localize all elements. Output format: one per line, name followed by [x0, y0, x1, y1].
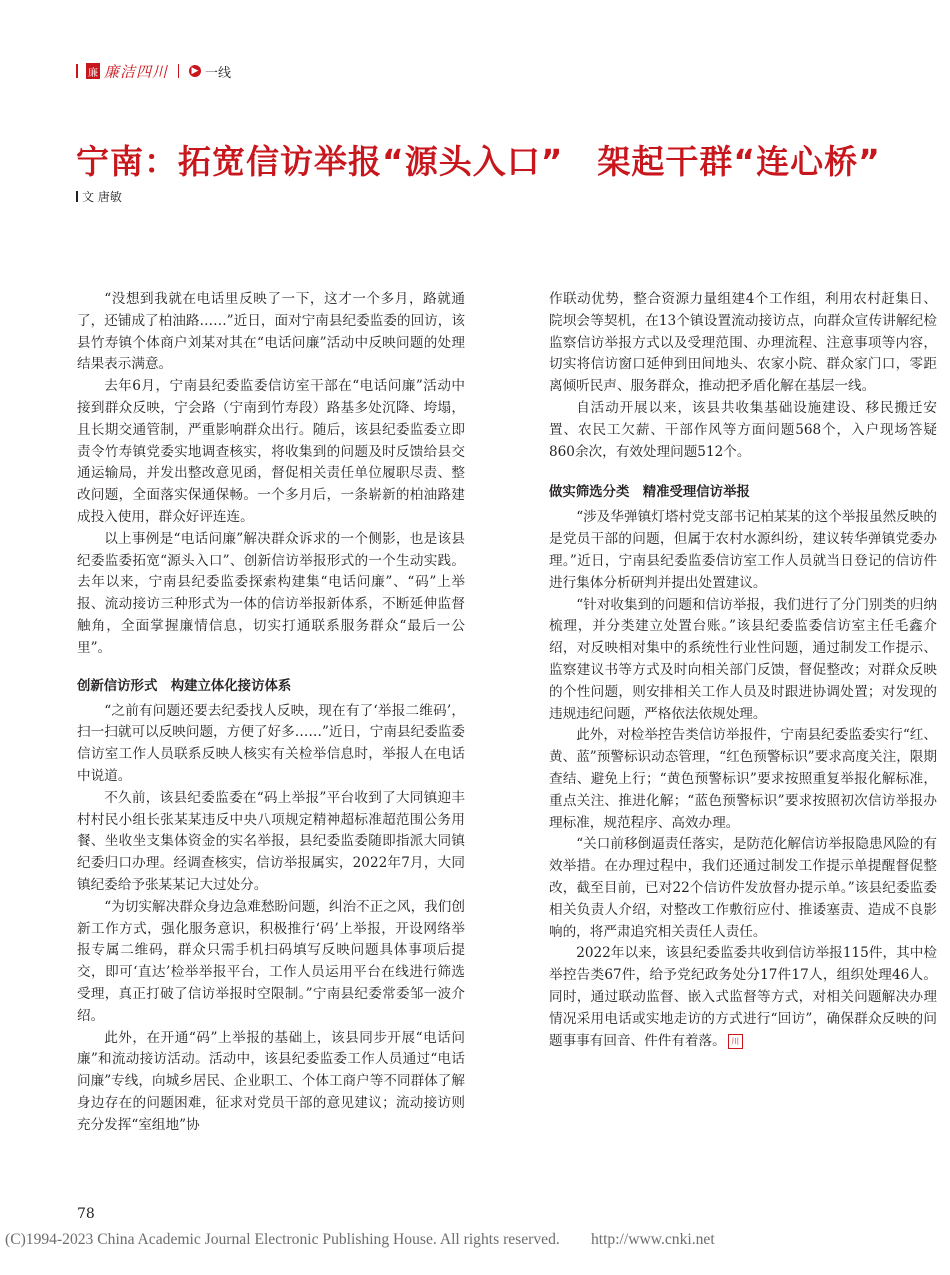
paragraph: “涉及华弹镇灯塔村党支部书记柏某某的这个举报虽然反映的是党员干部的问题，但属于农村水源纠纷，建议转华弹镇党委办理。”近日，宁南县纪委监委信访室工作人员就当日登记的信访件进行集体分析研判并提出处置建议。: [549, 509, 937, 591]
header-divider: [178, 64, 179, 78]
article-title: 宁南：拓宽信访举报“源头入口” 架起干群“连心桥”: [76, 142, 881, 181]
paragraph: “没想到我就在电话里反映了一下，这才一个多月，路就通了，还铺成了柏油路……”近日，面对宁南县纪委监委的回访，该县竹寿镇个体商户刘某对其在“电话问廉”活动中反映问题的处理结果表示满意。: [77, 291, 465, 373]
article-byline: [76, 188, 122, 205]
chevron-right-icon: ▶: [189, 65, 201, 77]
page-header: [76, 60, 231, 82]
paragraph: 以上事例是“电话问廉”解决群众诉求的一个侧影，也是该县纪委监委拓宽“源头入口”、创新信访举报形式的一个生动实践。去年以来，宁南县纪委监委探索构建集“电话问廉”、“码”上举报、流动接访三种形式为一体的信访举报新体系，不断延伸监督触角，全面掌握廉情信息，切实打通联系服务群众“最后一公里”。: [77, 530, 465, 656]
paragraph: 自活动开展以来，该县共收集基础设施建设、移民搬迁安置、农民工欠薪、干部作风等方面问题568个，入户现场答疑860余次，有效处理问题512个。: [549, 399, 937, 460]
paragraph: “为切实解决群众身边急难愁盼问题，纠治不正之风，我们创新工作方式，强化服务意识，积极推行‘码’上举报，开设网络举报专属二维码，群众只需手机扫码填写反映问题具体事项后提交，即可‘直达’检举举报平台，工作人员运用平台在线进行筛选受理，真正打破了信访举报时空限制。”宁南县纪委常委邹一波介绍。: [77, 898, 465, 1024]
paragraph: [549, 943, 937, 1052]
paragraph: 此外，在开通“码”上举报的基础上，该县同步开展“电话问廉”和流动接访活动。活动中，该县纪委监委工作人员通过“电话问廉”专线，向城乡居民、企业职工、个体工商户等不同群体了解身边存在的问题困难，征求对党员干部的意见建议；流动接访则充分发挥“室组地”协: [77, 1029, 465, 1133]
paragraph: 此外，对检举控告类信访举报件，宁南县纪委监委实行“红、黄、蓝”预警标识动态管理，“红色预警标识”要求高度关注，限期查结、避免上行；“黄色预警标识”要求按照重复举报化解标准，重点关注、推进化解；“蓝色预警标识”要求按照初次信访举报办理标准，规范程序、高效办理。: [549, 727, 937, 831]
magazine-name: 廉洁四川: [104, 62, 169, 81]
section-heading: 做实筛选分类 精准受理信访举报: [549, 485, 750, 501]
paragraph: “关口前移倒逼责任落实，是防范化解信访举报隐患风险的有效举措。在办理过程中，我们还通过制发工作提示单提醒督促整改，截至目前，已对22个信访件发放督办提示单。”该县纪委监委相关负责人介绍，对整改工作敷衍应付、推诿塞责、造成不良影响的，将严肃追究相关责任人责任。: [549, 836, 937, 940]
byline-bar: [76, 191, 78, 202]
magazine-logo-icon: 廉: [86, 63, 100, 79]
byline-text: 文 唐敏: [82, 190, 122, 204]
left-column: [77, 289, 465, 1136]
paragraph: “之前有问题还要去纪委找人反映，现在有了‘举报二维码’，扫一扫就可以反映问题，方便了好多……”近日，宁南县纪委监委信访室工作人员联系反映人核实有关检举信息时，举报人在电话中说道。: [77, 702, 465, 784]
header-bar: [76, 64, 78, 78]
section-label: 一线: [205, 65, 232, 81]
page-number: 78: [77, 1206, 95, 1222]
copyright-notice: (C)1994-2023 China Academic Journal Electronic Publishing House. All rights reserved. http://www.cnki.net: [5, 1231, 715, 1248]
paragraph: 去年6月，宁南县纪委监委信访室干部在“电话问廉”活动中接到群众反映，宁会路（宁南到竹寿段）路基多处沉降、垮塌，且长期交通管制，严重影响群众出行。随后，该县纪委监委立即责令竹寿镇党委实地调查核实，将收集到的问题及时反馈给县交通运输局，并发出整改意见函，督促相关责任单位履职尽责、整改问题，全面落实保通保畅。一个多月后，一条崭新的柏油路建成投入使用，群众好评连连。: [77, 378, 465, 525]
paragraph: 作联动优势，整合资源力量组建4个工作组，利用农村赶集日、院坝会等契机，在13个镇设置流动接访点，向群众宣传讲解纪检监察信访举报方式以及受理范围、办理流程、注意事项等内容，切实将信访窗口延伸到田间地头、农家小院、群众家门口，零距离倾听民声、服务群众，推动把矛盾化解在基层一线。: [549, 291, 937, 395]
paragraph-text: 2022年以来，该县纪委监委共收到信访举报115件，其中检举控告类67件，给予党纪政务处分17件17人，组织处理46人。同时，通过联动监督、嵌入式监督等方式，对相关问题解决办理情况采用电话或实地走访的方式进行“回访”，确保群众反映的问题事事有回音、件件有着落。: [549, 945, 937, 1049]
section-heading: 创新信访形式 构建立体化接访体系: [77, 678, 292, 694]
paragraph: 不久前，该县纪委监委在“码上举报”平台收到了大同镇迎丰村村民小组长张某某违反中央八项规定精神超标准超范围公务用餐、坐收坐支集体资金的实名举报，县纪委监委随即指派大同镇纪委归口办理。经调查核实，信访举报属实，2022年7月，大同镇纪委给予张某某记大过处分。: [77, 789, 465, 893]
right-column: [549, 289, 937, 1052]
paragraph: “针对收集到的问题和信访举报，我们进行了分门别类的归纳梳理，并分类建立处置台账。”该县纪委监委信访室主任毛鑫介绍，对反映相对集中的系统性行业性问题，通过制发工作提示、监察建议书等方式及时向相关部门反馈，督促整改；对群众反映的个性问题，则安排相关工作人员及时跟进协调处置；对发现的违规违纪问题，严格依法依规处理。: [549, 596, 937, 722]
end-mark-icon: 川: [728, 1034, 743, 1049]
